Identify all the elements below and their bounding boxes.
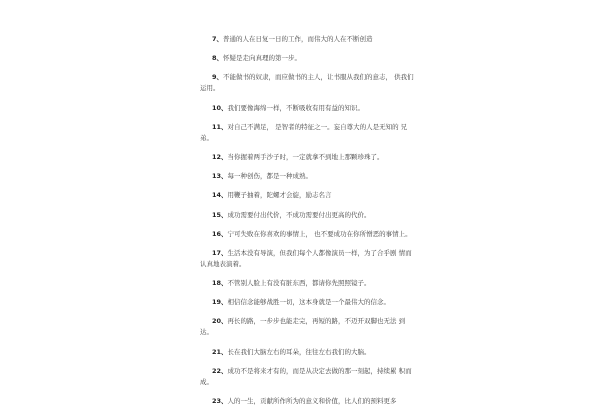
quote-number: 7、 (212, 35, 224, 43)
quote-item-22 (200, 366, 415, 388)
quote-number: 20、 (212, 317, 228, 326)
quote-number: 16、 (212, 229, 228, 238)
quote-number: 15、 (212, 210, 228, 219)
quote-text: 对自己不满足， 是智者的特征之一。妄自尊大的人是无知的 兄弟。 (200, 122, 408, 142)
quote-item-21 (200, 347, 415, 358)
quote-item-20 (200, 316, 415, 338)
quote-item-13 (200, 171, 415, 182)
quote-text: 我们要像海绵一样，不断吸收有用有益的知识。 (227, 103, 365, 112)
quote-number: 11、 (212, 122, 228, 131)
quote-text: 生活本没有导演，但我们每个人都像演员一样，为了合乎剧 情而认真地表演着。 (200, 248, 412, 268)
quote-item-9 (200, 72, 415, 94)
quote-number: 8、 (212, 54, 224, 63)
quote-number: 12、 (212, 152, 228, 161)
quote-text: 每一种创伤，都是一种成熟。 (227, 172, 313, 181)
quote-list (200, 34, 415, 415)
quote-number: 10、 (212, 103, 228, 112)
quote-number: 9、 (212, 73, 224, 82)
quote-item-17 (200, 248, 415, 270)
quote-text: 宁可失败在你喜欢的事情上， 也不要成功在你所憎恶的事情上。 (227, 229, 412, 238)
quote-number: 18、 (212, 279, 228, 288)
quote-text: 再长的路，一步步也能走完，再短的路，不迈开双脚也无法 到达。 (200, 317, 406, 337)
quote-text: 相信信念能够战胜一切，这本身就是一个最伟大的信念。 (227, 298, 391, 307)
quote-text: 长在我们大脑左右的耳朵，往往左右我们的大脑。 (227, 347, 371, 356)
quote-item-19 (200, 297, 415, 308)
quote-item-14 (200, 190, 415, 201)
quote-number: 21、 (212, 347, 228, 356)
quote-number: 19、 (212, 298, 228, 307)
quote-number: 14、 (212, 191, 228, 200)
quote-item-7 (200, 34, 415, 45)
quote-text: 用鞭子抽着，陀螺才会旋，励志名言 (227, 191, 332, 200)
quote-text: 当你握着两手沙子时，一定就拿不到地上那颗珍珠了。 (227, 152, 384, 161)
quote-number: 23、 (212, 397, 228, 405)
quote-item-23 (200, 396, 415, 407)
quote-text: 人的一生，贡献所作所为的意义和价值，比人们的预料更多 (227, 397, 397, 405)
quote-item-12 (200, 152, 415, 163)
quote-item-15 (200, 210, 415, 221)
quote-text: 普通的人在日复一日的工作，而伟大的人在不断创造 (223, 35, 373, 43)
quote-text: 不管别人脸上有没有脏东西，都请你先照照镜子。 (227, 279, 371, 288)
quote-item-18 (200, 278, 415, 289)
quote-text: 成功不是将来才有的，而是从决定去做的那一刻起，持续累 积而成。 (200, 366, 412, 386)
quote-text: 不能做书的奴隶，而应做书的主人，让书服从我们的意志， 供我们运用。 (200, 73, 414, 93)
quote-item-16 (200, 229, 415, 240)
quote-number: 22、 (212, 366, 228, 375)
quote-number: 13、 (212, 172, 228, 181)
quote-item-11 (200, 122, 415, 144)
quote-item-10 (200, 103, 415, 114)
quote-text: 成功需要付出代价，不成功需要付出更高的代价。 (227, 210, 371, 219)
quote-item-8 (200, 53, 415, 64)
quote-number: 17、 (212, 248, 228, 257)
quote-text: 怀疑是走向真理的第一步。 (223, 54, 302, 63)
